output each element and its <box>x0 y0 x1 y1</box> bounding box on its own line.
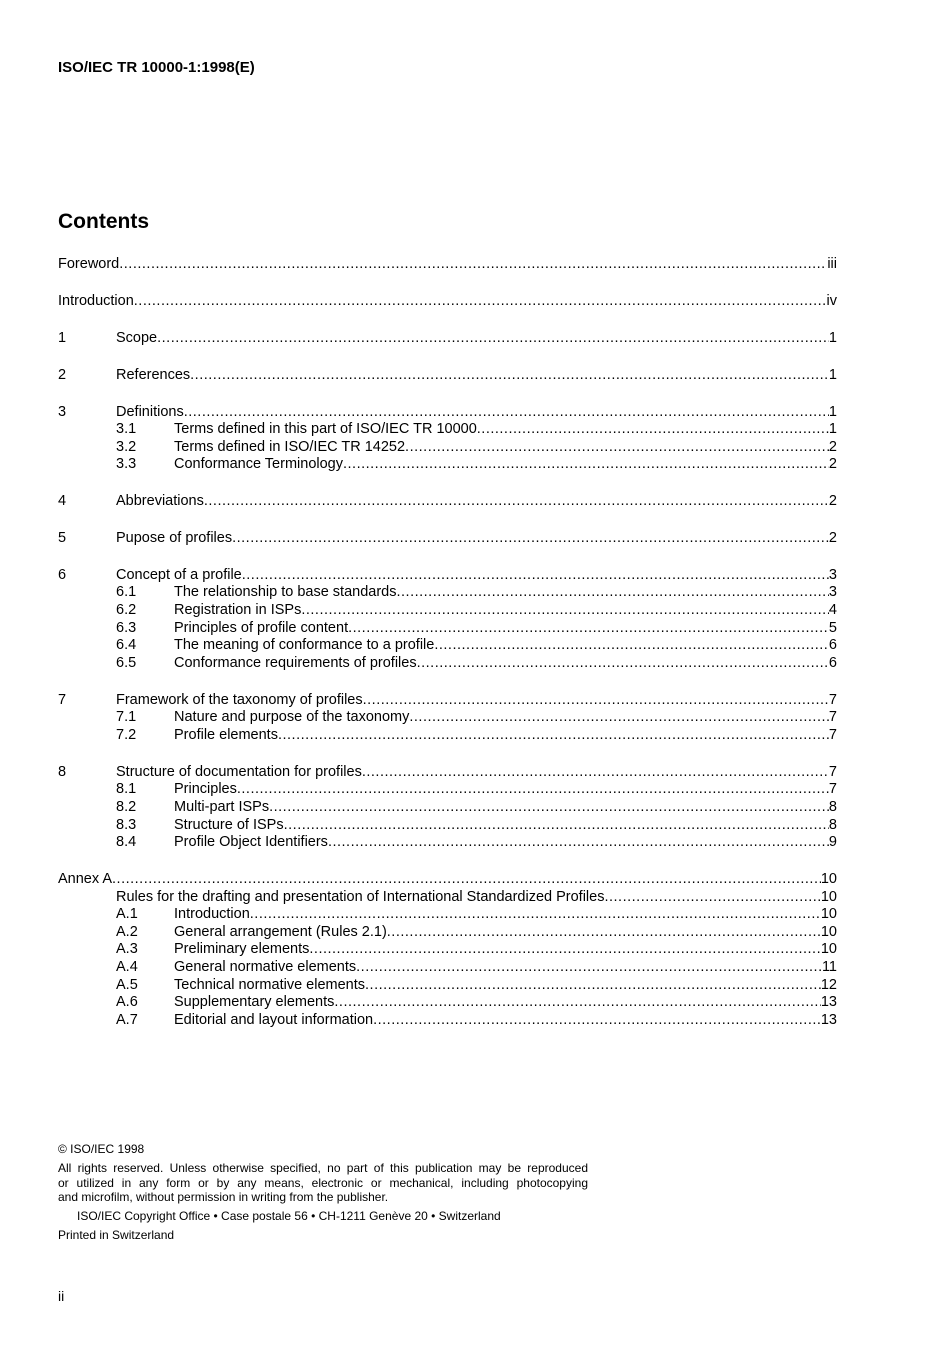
toc-entry-number: 2 <box>58 367 67 383</box>
toc-entry-page: 4 <box>828 602 837 618</box>
toc-entry-page: 11 <box>821 959 837 975</box>
toc-entry-title: Supplementary elements <box>174 994 335 1010</box>
toc-entry-page: iii <box>827 256 837 272</box>
toc-entry[interactable] <box>58 871 837 889</box>
toc-entry[interactable] <box>58 924 837 942</box>
toc-entry[interactable] <box>58 567 837 585</box>
toc-entry-page: 10 <box>820 889 837 905</box>
toc-dot-leader <box>309 941 820 957</box>
toc-entry-number: 7.1 <box>116 709 137 725</box>
toc-entry-number: 6.5 <box>116 655 137 671</box>
toc-entry[interactable] <box>58 584 837 602</box>
toc-dot-leader <box>417 655 829 671</box>
toc-entry[interactable] <box>58 404 837 422</box>
toc-entry-page: 10 <box>820 906 837 922</box>
page-number: ii <box>58 1288 65 1304</box>
rights-reserved-text <box>58 1161 588 1205</box>
toc-dot-leader <box>396 584 828 600</box>
toc-entry-page: 10 <box>820 924 837 940</box>
toc-entry-number: 5 <box>58 530 67 546</box>
toc-entry-title: The relationship to base standards <box>174 584 397 600</box>
toc-dot-leader <box>250 906 821 922</box>
toc-entry-title: Terms defined in this part of ISO/IEC TR 10000 <box>174 421 477 437</box>
toc-entry-number: A.1 <box>116 906 138 922</box>
toc-entry[interactable] <box>58 602 837 620</box>
toc-entry[interactable] <box>58 764 837 782</box>
toc-entry-number: 7 <box>58 692 67 708</box>
toc-dot-leader <box>190 367 829 383</box>
toc-entry[interactable] <box>58 834 837 852</box>
toc-entry-title: Annex A <box>58 871 113 887</box>
toc-entry-page: 2 <box>828 439 837 455</box>
toc-dot-leader <box>237 781 829 797</box>
toc-entry-number: 6.1 <box>116 584 137 600</box>
toc-dot-leader <box>284 817 829 833</box>
toc-entry-title: Nature and purpose of the taxonomy <box>174 709 410 725</box>
toc-entry-page: 9 <box>828 834 837 850</box>
toc-entry[interactable] <box>58 456 837 474</box>
toc-entry[interactable] <box>58 692 837 710</box>
toc-entry-number: A.7 <box>116 1012 138 1028</box>
toc-entry-number: 3.3 <box>116 456 137 472</box>
toc-dot-leader <box>387 924 821 940</box>
toc-entry-title: Framework of the taxonomy of profiles <box>116 692 363 708</box>
toc-entry-page: 10 <box>820 871 837 887</box>
toc-entry[interactable] <box>58 959 837 977</box>
toc-entry-title: Structure of documentation for profiles <box>116 764 362 780</box>
rights-line: and microfilm, without permission in writing from the publisher. <box>58 1190 389 1205</box>
toc-dot-leader <box>184 404 829 420</box>
toc-entry-page: 3 <box>828 567 837 583</box>
toc-entry-title: References <box>116 367 191 383</box>
toc-dot-leader <box>334 994 820 1010</box>
toc-dot-leader <box>604 889 820 905</box>
toc-entry-number: 6 <box>58 567 67 583</box>
toc-entry[interactable] <box>58 781 837 799</box>
toc-entry-page: iv <box>826 293 837 309</box>
toc-entry-title: Editorial and layout information <box>174 1012 374 1028</box>
toc-entry-page: 1 <box>828 404 837 420</box>
toc-entry-title: Pupose of profiles <box>116 530 233 546</box>
toc-entry-title: General arrangement (Rules 2.1) <box>174 924 387 940</box>
toc-entry-page: 1 <box>828 421 837 437</box>
toc-dot-leader <box>477 421 829 437</box>
toc-entry-page: 2 <box>828 456 837 472</box>
toc-entry-number: 4 <box>58 493 67 509</box>
toc-dot-leader <box>409 709 829 725</box>
toc-entry-title: Technical normative elements <box>174 977 366 993</box>
toc-entry-page: 10 <box>820 941 837 957</box>
toc-entry-page: 1 <box>828 330 837 346</box>
toc-dot-leader <box>232 530 829 546</box>
toc-entry-title: Profile Object Identifiers <box>174 834 328 850</box>
toc-dot-leader <box>373 1012 821 1028</box>
toc-entry-title: Profile elements <box>174 727 278 743</box>
toc-entry-title: Foreword <box>58 256 120 272</box>
toc-entry-number: 8 <box>58 764 67 780</box>
toc-dot-leader <box>328 834 829 850</box>
toc-entry-page: 1 <box>828 367 837 383</box>
toc-dot-leader <box>134 293 827 309</box>
toc-entry-title: Rules for the drafting and presentation of International Standardized Profiles <box>116 889 605 905</box>
toc-entry-title: Terms defined in ISO/IEC TR 14252 <box>174 439 406 455</box>
toc-entry[interactable] <box>58 1012 837 1030</box>
toc-dot-leader <box>405 439 829 455</box>
toc-entry-title: Preliminary elements <box>174 941 310 957</box>
toc-entry-number: 3.2 <box>116 439 137 455</box>
toc-dot-leader <box>434 637 829 653</box>
toc-entry-page: 3 <box>828 584 837 600</box>
toc-entry-number: 8.1 <box>116 781 137 797</box>
toc-entry-number: A.3 <box>116 941 138 957</box>
toc-entry-number: 6.3 <box>116 620 137 636</box>
toc-entry[interactable] <box>58 637 837 655</box>
toc-entry[interactable] <box>58 977 837 995</box>
toc-entry-page: 8 <box>828 817 837 833</box>
toc-entry-number: 1 <box>58 330 67 346</box>
toc-entry[interactable] <box>58 655 837 673</box>
document-id-header: ISO/IEC TR 10000-1:1998(E) <box>58 59 255 76</box>
toc-entry-title: Principles <box>174 781 237 797</box>
toc-entry-page: 5 <box>828 620 837 636</box>
toc-entry-number: 7.2 <box>116 727 137 743</box>
contents-title: Contents <box>58 210 149 233</box>
toc-entry-page: 13 <box>820 1012 837 1028</box>
toc-entry-page: 7 <box>828 709 837 725</box>
toc-entry-title: Principles of profile content <box>174 620 349 636</box>
toc-entry-number: A.2 <box>116 924 138 940</box>
toc-entry-page: 13 <box>820 994 837 1010</box>
toc-entry[interactable] <box>58 530 837 548</box>
copyright-office-address: ISO/IEC Copyright Office • Case postale 56 • CH-1211 Genève 20 • Switzerland <box>77 1209 501 1223</box>
toc-entry[interactable] <box>58 727 837 745</box>
rights-line: or utilized in any form or by any means, electronic or mechanical, including photocopying <box>58 1175 588 1190</box>
toc-entry[interactable] <box>58 994 837 1012</box>
toc-entry-title: General normative elements <box>174 959 357 975</box>
toc-dot-leader <box>242 567 829 583</box>
toc-dot-leader <box>343 456 829 472</box>
toc-dot-leader <box>269 799 829 815</box>
toc-entry[interactable] <box>58 256 837 274</box>
toc-entry-title: Definitions <box>116 404 184 420</box>
toc-entry-page: 7 <box>828 727 837 743</box>
toc-entry-title: Conformance Terminology <box>174 456 343 472</box>
toc-entry-page: 7 <box>828 781 837 797</box>
toc-entry-page: 12 <box>820 977 837 993</box>
toc-dot-leader <box>365 977 821 993</box>
toc-dot-leader <box>157 330 829 346</box>
toc-entry-number: A.4 <box>116 959 138 975</box>
toc-entry[interactable] <box>58 941 837 959</box>
toc-entry-title: Multi-part ISPs <box>174 799 270 815</box>
toc-entry-title: Conformance requirements of profiles <box>174 655 417 671</box>
toc-entry[interactable] <box>58 493 837 511</box>
toc-entry-title: Registration in ISPs <box>174 602 302 618</box>
toc-entry-title: The meaning of conformance to a profile <box>174 637 435 653</box>
toc-entry[interactable] <box>58 439 837 457</box>
toc-entry-title: Structure of ISPs <box>174 817 284 833</box>
toc-entry[interactable] <box>58 293 837 311</box>
toc-entry-number: 8.4 <box>116 834 137 850</box>
toc-entry-page: 6 <box>828 637 837 653</box>
toc-entry[interactable] <box>58 889 837 907</box>
copyright-notice: © ISO/IEC 1998 <box>58 1142 145 1156</box>
toc-dot-leader <box>112 871 821 887</box>
toc-entry-page: 7 <box>828 764 837 780</box>
toc-entry[interactable] <box>58 709 837 727</box>
toc-entry-number: 3.1 <box>116 421 137 437</box>
rights-line: All rights reserved. Unless otherwise specified, no part of this publication may be reproduced <box>58 1161 588 1175</box>
toc-entry-page: 6 <box>828 655 837 671</box>
toc-entry-page: 8 <box>828 799 837 815</box>
toc-entry-number: 8.3 <box>116 817 137 833</box>
toc-entry[interactable] <box>58 330 837 348</box>
toc-entry-number: 6.2 <box>116 602 137 618</box>
toc-dot-leader <box>356 959 822 975</box>
toc-entry-title: Abbreviations <box>116 493 204 509</box>
toc-dot-leader <box>204 493 829 509</box>
toc-entry-title: Introduction <box>174 906 250 922</box>
toc-entry-page: 2 <box>828 530 837 546</box>
toc-entry-number: 6.4 <box>116 637 137 653</box>
toc-dot-leader <box>362 764 829 780</box>
toc-entry-number: 3 <box>58 404 67 420</box>
toc-entry-title: Introduction <box>58 293 134 309</box>
toc-dot-leader <box>301 602 829 618</box>
toc-dot-leader <box>363 692 829 708</box>
toc-entry[interactable] <box>58 817 837 835</box>
toc-entry-number: A.5 <box>116 977 138 993</box>
toc-entry[interactable] <box>58 799 837 817</box>
printed-in: Printed in Switzerland <box>58 1228 175 1242</box>
toc-dot-leader <box>348 620 829 636</box>
toc-entry-page: 7 <box>828 692 837 708</box>
toc-dot-leader <box>119 256 827 272</box>
toc-entry-title: Scope <box>116 330 158 346</box>
toc-entry[interactable] <box>58 906 837 924</box>
toc-entry-page: 2 <box>828 493 837 509</box>
toc-dot-leader <box>278 727 829 743</box>
toc-entry-number: A.6 <box>116 994 138 1010</box>
toc-entry-title: Concept of a profile <box>116 567 242 583</box>
toc-entry[interactable] <box>58 421 837 439</box>
toc-entry[interactable] <box>58 367 837 385</box>
toc-entry[interactable] <box>58 620 837 638</box>
toc-entry-number: 8.2 <box>116 799 137 815</box>
